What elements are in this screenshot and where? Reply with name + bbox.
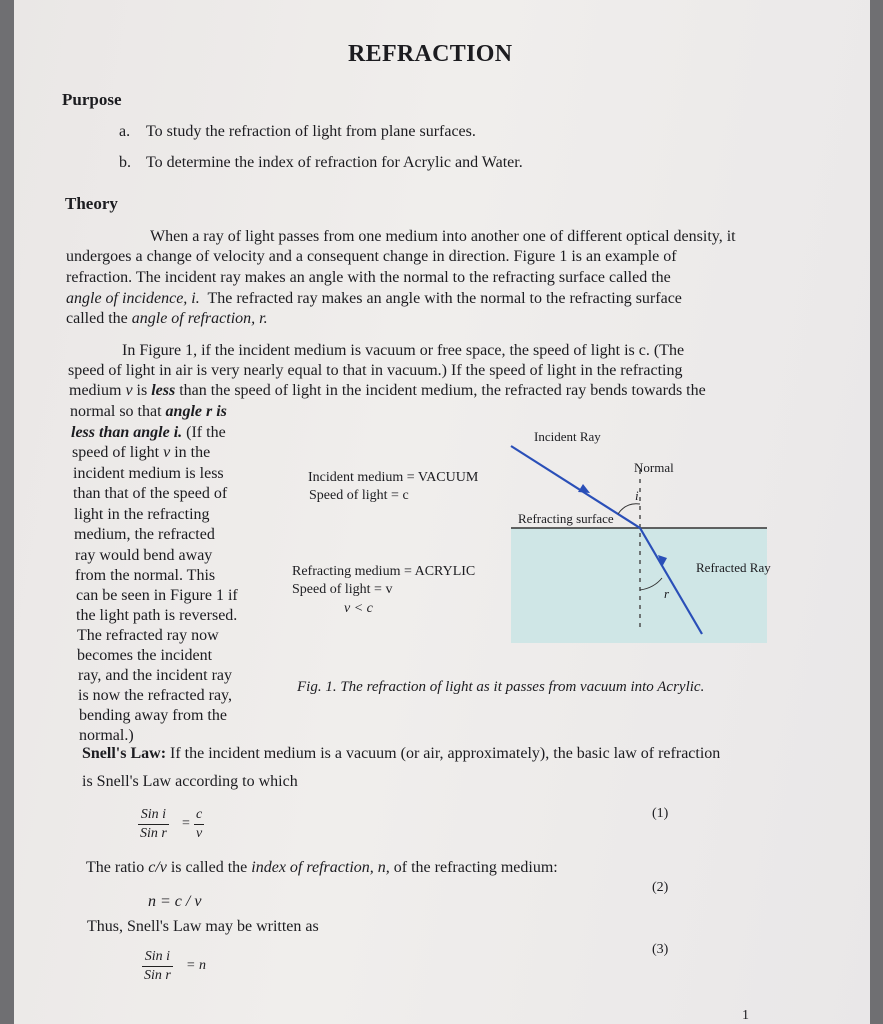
purpose-marker-b: b. bbox=[119, 154, 131, 171]
document-page bbox=[14, 0, 870, 1024]
theory-side-line: is now the refracted ray, bbox=[78, 687, 232, 704]
theory-side-line: ray would bend away bbox=[75, 547, 213, 564]
theory-side-line: from the normal. This bbox=[75, 567, 216, 584]
v-less-c-label: v < c bbox=[344, 601, 373, 616]
thus-line: Thus, Snell's Law may be written as bbox=[87, 918, 319, 935]
normal-label: Normal bbox=[634, 460, 674, 475]
theory-p1-line: undergoes a change of velocity and a consequent change in direction. Figure 1 is an example of bbox=[66, 248, 677, 265]
refracted-ray-label: Refracted Ray bbox=[696, 560, 771, 575]
angle-r-label: r bbox=[664, 586, 670, 601]
purpose-item-a: To study the refraction of light from plane surfaces. bbox=[146, 123, 476, 140]
equation-1-number: (1) bbox=[652, 806, 669, 821]
equation-2-number: (2) bbox=[652, 880, 669, 895]
theory-side-line: medium, the refracted bbox=[74, 526, 215, 543]
refracting-medium-label: Refracting medium = ACRYLIC bbox=[292, 564, 476, 579]
refraction-figure bbox=[494, 420, 779, 650]
page-title: REFRACTION bbox=[348, 41, 513, 67]
ratio-line: The ratio c/v is called the index of refraction, n, of the refracting medium: bbox=[86, 859, 558, 876]
theory-p1-line: angle of incidence, i. The refracted ray makes an angle with the normal to the refracting surface bbox=[66, 290, 682, 307]
equation-3-lhs: Sin i Sin r bbox=[144, 949, 171, 983]
speed-c-label: Speed of light = c bbox=[309, 488, 409, 503]
theory-p2-line: normal so that angle r is bbox=[70, 403, 227, 420]
equation-1-equals: = bbox=[182, 816, 190, 831]
theory-side-line: bending away from the bbox=[79, 707, 227, 724]
theory-side-line: becomes the incident bbox=[77, 647, 213, 664]
theory-side-line: normal.) bbox=[79, 727, 134, 744]
theory-side-line: The refracted ray now bbox=[77, 627, 219, 644]
theory-side-line: incident medium is less bbox=[73, 465, 224, 482]
figure-caption: Fig. 1. The refraction of light as it passes from vacuum into Acrylic. bbox=[297, 679, 705, 695]
term-angle-of-incidence: angle of incidence, i. bbox=[66, 290, 200, 307]
theory-p2-line: speed of light in air is very nearly equal to that in vacuum.) If the speed of light in the refracting bbox=[68, 362, 683, 379]
theory-side-line: ray, and the incident ray bbox=[78, 667, 233, 684]
theory-heading: Theory bbox=[65, 194, 118, 213]
incident-ray-label: Incident Ray bbox=[534, 429, 601, 444]
theory-p1-line: called the angle of refraction, r. bbox=[66, 310, 268, 327]
equation-1-lhs: Sin i Sin r bbox=[140, 807, 167, 841]
purpose-marker-a: a. bbox=[119, 123, 131, 140]
snell-line-2: is Snell's Law according to which bbox=[82, 773, 298, 790]
page-number: 1 bbox=[742, 1008, 749, 1023]
equation-1-rhs: $\frac{c}{v}$ bbox=[196, 807, 203, 841]
theory-side-line: light in the refracting bbox=[74, 506, 210, 523]
theory-side-line: the light path is reversed. bbox=[76, 607, 238, 624]
theory-p1-line: refraction. The incident ray makes an angle with the normal to the refracting surface called the bbox=[66, 269, 671, 286]
refracting-surface-label: Refracting surface bbox=[518, 511, 614, 526]
theory-p2-line: speed of light v in the bbox=[72, 444, 211, 461]
purpose-item-b: To determine the index of refraction for Acrylic and Water. bbox=[146, 154, 523, 171]
theory-p1-line: When a ray of light passes from one medium into another one of different optical density, it bbox=[150, 228, 736, 245]
theory-p2-line: less than angle i. (If the bbox=[71, 424, 226, 441]
angle-i-arc bbox=[618, 504, 640, 514]
theory-p2-line: medium v is less than the speed of light in the incident medium, the refracted ray bends towards the bbox=[69, 382, 706, 399]
equation-3-rhs: = n bbox=[186, 958, 206, 973]
term-angle-of-refraction: angle of refraction, r. bbox=[131, 310, 268, 327]
snell-line-1: Snell's Law: If the incident medium is a vacuum (or air, approximately), the basic law of refraction bbox=[82, 745, 721, 762]
purpose-heading: Purpose bbox=[62, 90, 122, 109]
angle-i-label: i bbox=[635, 488, 639, 503]
theory-side-line: than that of the speed of bbox=[73, 485, 228, 502]
incident-medium-label: Incident medium = VACUUM bbox=[308, 470, 479, 485]
theory-side-line: can be seen in Figure 1 if bbox=[76, 587, 238, 604]
theory-p2-line: In Figure 1, if the incident medium is vacuum or free space, the speed of light is c. (The bbox=[122, 342, 685, 359]
refracting-medium-region bbox=[511, 528, 767, 643]
speed-v-label: Speed of light = v bbox=[292, 582, 393, 597]
equation-3-number: (3) bbox=[652, 942, 669, 957]
equation-2: n = c / v bbox=[148, 893, 202, 910]
